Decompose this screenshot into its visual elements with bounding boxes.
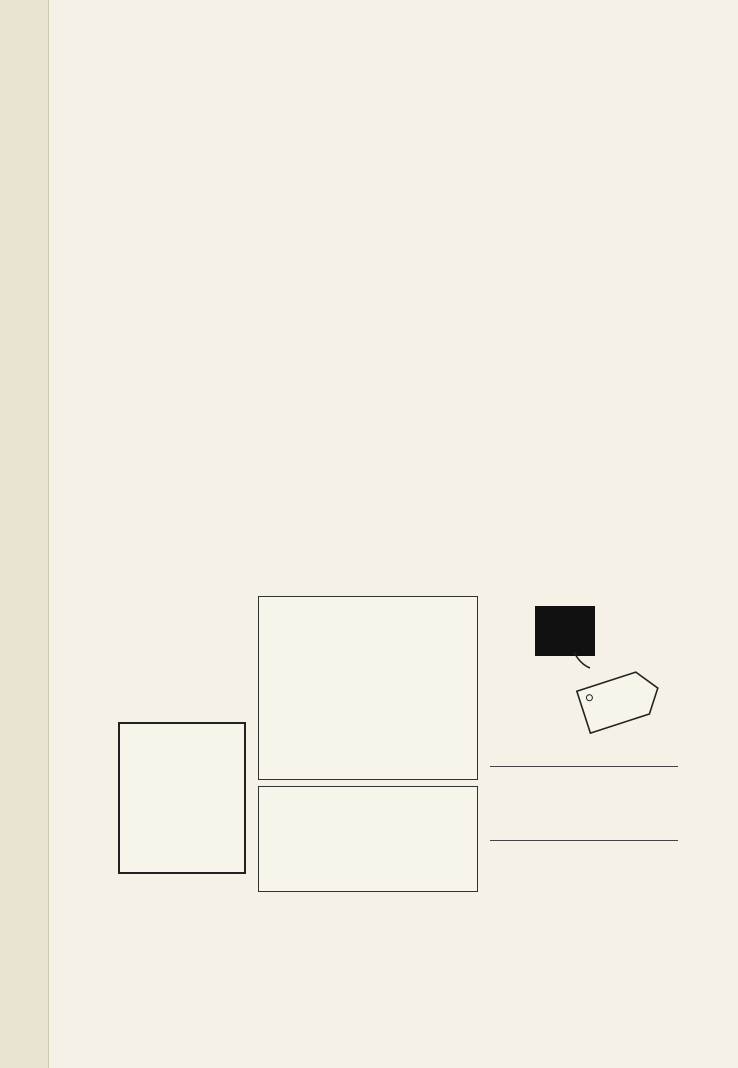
column-1 [84,82,272,96]
ad-books-name [112,606,246,607]
ad-divider-1 [490,766,678,767]
rd-logo [535,606,595,656]
ad-job-reply [492,773,674,776]
book-review [284,322,472,326]
rd-tag-graphic [560,650,670,742]
ad-weight [118,722,246,874]
ad-obituary-den-boer [258,596,478,780]
ad-job [492,770,674,842]
tag-string [574,652,590,668]
ad-death-intro [259,787,477,791]
ad-weight-order [120,730,244,732]
ad-divider-2 [490,840,678,841]
ad-books-text-2 [112,598,246,606]
ad-death-place [259,801,477,804]
ad-birth-intro [259,597,477,600]
previous-page-edge [0,0,49,1068]
ad-birth-place [259,612,477,615]
ad-bookshop [492,844,674,884]
ad-obituary-selier [258,786,478,892]
